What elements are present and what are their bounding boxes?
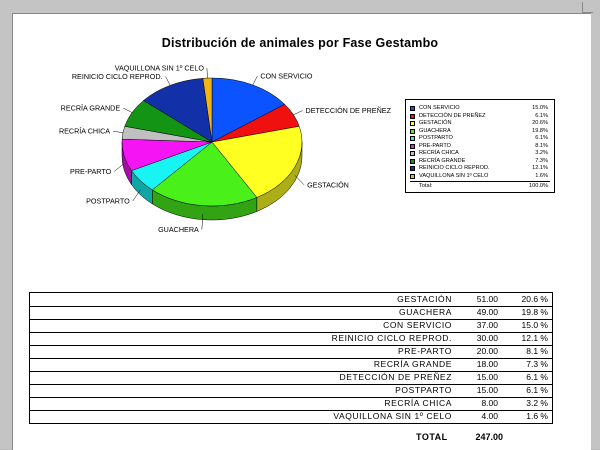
legend-percent: 15.0% <box>532 105 548 111</box>
pie-label-con-servicio: CON SERVICIO <box>260 71 313 81</box>
pie-label-guachera: GUACHERA <box>158 225 199 235</box>
table-row <box>30 332 552 346</box>
legend-percent: 20.6% <box>532 120 548 126</box>
table-cell-name: RECRÍA GRANDE <box>373 359 452 369</box>
legend-entry <box>410 128 552 135</box>
table-cell-value: 30.00 <box>476 333 498 343</box>
legend-entry <box>410 105 552 112</box>
legend-percent: 6.1% <box>535 135 548 141</box>
legend-label: REINICIO CICLO REPROD. <box>419 165 490 171</box>
legend-label: GESTACIÓN <box>419 120 452 126</box>
legend-entry <box>410 120 552 127</box>
pie-label-pre-parto: PRE-PARTO <box>70 166 112 176</box>
table-cell-percent: 20.6 % <box>521 294 548 304</box>
pie-label-deteccion-de-prenez: DETECCIÓN DE PREÑEZ <box>305 106 391 116</box>
table-cell-value: 18.00 <box>476 359 498 369</box>
legend-entry <box>410 165 552 172</box>
table-row <box>30 319 552 333</box>
legend-entry <box>410 158 552 165</box>
legend-entry <box>410 150 552 157</box>
table-cell-value: 4.00 <box>481 411 498 421</box>
pie-top <box>122 78 302 206</box>
table-cell-name: RECRÍA CHICA <box>384 398 452 408</box>
table-cell-percent: 1.6 % <box>526 411 548 421</box>
legend-total-percent: 100.0% <box>529 183 548 189</box>
table-row <box>30 306 552 320</box>
legend-percent: 3.2% <box>535 150 548 156</box>
legend-label: GUACHERA <box>419 127 451 134</box>
pie-leader-pre-parto <box>114 164 124 172</box>
legend-percent: 6.1% <box>535 112 548 119</box>
legend-swatch <box>410 136 415 141</box>
pie-leader-recria-grande <box>123 108 132 113</box>
legend-swatch <box>410 121 415 126</box>
legend-swatch <box>410 144 415 149</box>
pie-leader-deteccion-de-prenez <box>293 111 302 115</box>
total-value: 247.00 <box>475 432 503 442</box>
table-cell-value: 51.00 <box>476 294 498 304</box>
table-cell-percent: 12.1 % <box>521 333 548 343</box>
pie-leader-recria-chica <box>113 131 123 132</box>
legend-total-label: Total: <box>419 183 433 189</box>
legend-percent: 7.3% <box>535 157 548 164</box>
table-cell-percent: 3.2 % <box>526 398 548 408</box>
table-cell-value: 15.00 <box>476 385 498 395</box>
pie-label-postparto: POSTPARTO <box>86 196 130 206</box>
total-label: TOTAL <box>416 432 448 442</box>
legend-swatch <box>410 106 415 111</box>
table-cell-percent: 8.1 % <box>526 346 548 356</box>
legend-label: VAQUILLONA SIN 1º CELO <box>419 172 489 179</box>
table-cell-value: 8.00 <box>481 398 498 408</box>
legend-label: CON SERVICIO <box>419 105 460 111</box>
table-row <box>30 345 552 359</box>
summary-table <box>29 292 553 424</box>
legend-swatch <box>410 166 415 171</box>
table-cell-value: 49.00 <box>476 307 498 317</box>
pie-leader-vaquillona-sin-1-celo <box>207 68 208 78</box>
legend-swatch <box>410 129 415 134</box>
pie-label-reinicio-ciclo-reprod: REINICIO CICLO REPROD. <box>71 71 163 81</box>
chart-title: Distribución de animales por Fase Gestambo <box>161 36 439 50</box>
pie-label-gestacion: GESTACIÓN <box>307 180 349 190</box>
legend-swatch <box>410 114 415 119</box>
legend-percent: 19.8% <box>532 127 548 134</box>
legend-entry <box>410 113 552 120</box>
pie-label-recria-grande: RECRÍA GRANDE <box>60 103 121 113</box>
table-row <box>30 293 552 307</box>
table-row <box>30 371 552 385</box>
table-cell-value: 20.00 <box>476 346 498 356</box>
table-cell-percent: 15.0 % <box>521 320 548 330</box>
pie-leader-gestacion <box>295 175 304 185</box>
table-cell-value: 15.00 <box>476 372 498 382</box>
table-row <box>30 397 552 411</box>
legend-swatch <box>410 151 415 156</box>
table-row <box>30 410 552 423</box>
legend-label: RECRÍA CHICA <box>419 150 459 156</box>
table-row <box>30 358 552 372</box>
legend-separator <box>410 181 550 182</box>
legend-percent: 1.6% <box>535 172 548 179</box>
table-cell-percent: 6.1 % <box>526 372 548 382</box>
table-cell-name: GESTACIÓN <box>397 294 452 304</box>
table-row <box>30 384 552 398</box>
table-cell-percent: 6.1 % <box>526 385 548 395</box>
legend-total <box>410 183 552 190</box>
legend-percent: 12.1% <box>532 165 548 171</box>
table-cell-name: PRE-PARTO <box>397 346 452 356</box>
legend-label: RECRÍA GRANDE <box>419 157 466 164</box>
table-cell-percent: 7.3 % <box>526 359 548 369</box>
legend-percent: 8.1% <box>535 142 548 149</box>
pie-leader-reinicio-ciclo-reprod <box>166 76 171 85</box>
legend-entry <box>410 143 552 150</box>
chart-legend <box>405 99 555 193</box>
legend-entry <box>410 173 552 180</box>
table-cell-name: VAQUILLONA SIN 1º CELO <box>333 411 452 421</box>
legend-label: DETECCIÓN DE PREÑEZ <box>419 112 486 119</box>
table-cell-name: REINICIO CICLO REPROD. <box>331 333 452 343</box>
table-cell-name: GUACHERA <box>399 307 452 317</box>
legend-label: PRE-PARTO <box>419 142 452 149</box>
legend-swatch <box>410 174 415 179</box>
table-cell-name: CON SERVICIO <box>383 320 452 330</box>
legend-swatch <box>410 159 415 164</box>
table-cell-percent: 19.8 % <box>521 307 548 317</box>
legend-entry <box>410 135 552 142</box>
pie-label-vaquillona-sin-1-celo: VAQUILLONA SIN 1º CELO <box>114 63 204 73</box>
pie-label-recria-chica: RECRÍA CHICA <box>58 126 111 136</box>
legend-label: POSTPARTO <box>419 135 453 141</box>
table-cell-value: 37.00 <box>476 320 498 330</box>
table-cell-name: POSTPARTO <box>395 385 452 395</box>
pie-leader-con-servicio <box>253 76 258 85</box>
table-cell-name: DETECCIÓN DE PREÑEZ <box>339 372 452 382</box>
